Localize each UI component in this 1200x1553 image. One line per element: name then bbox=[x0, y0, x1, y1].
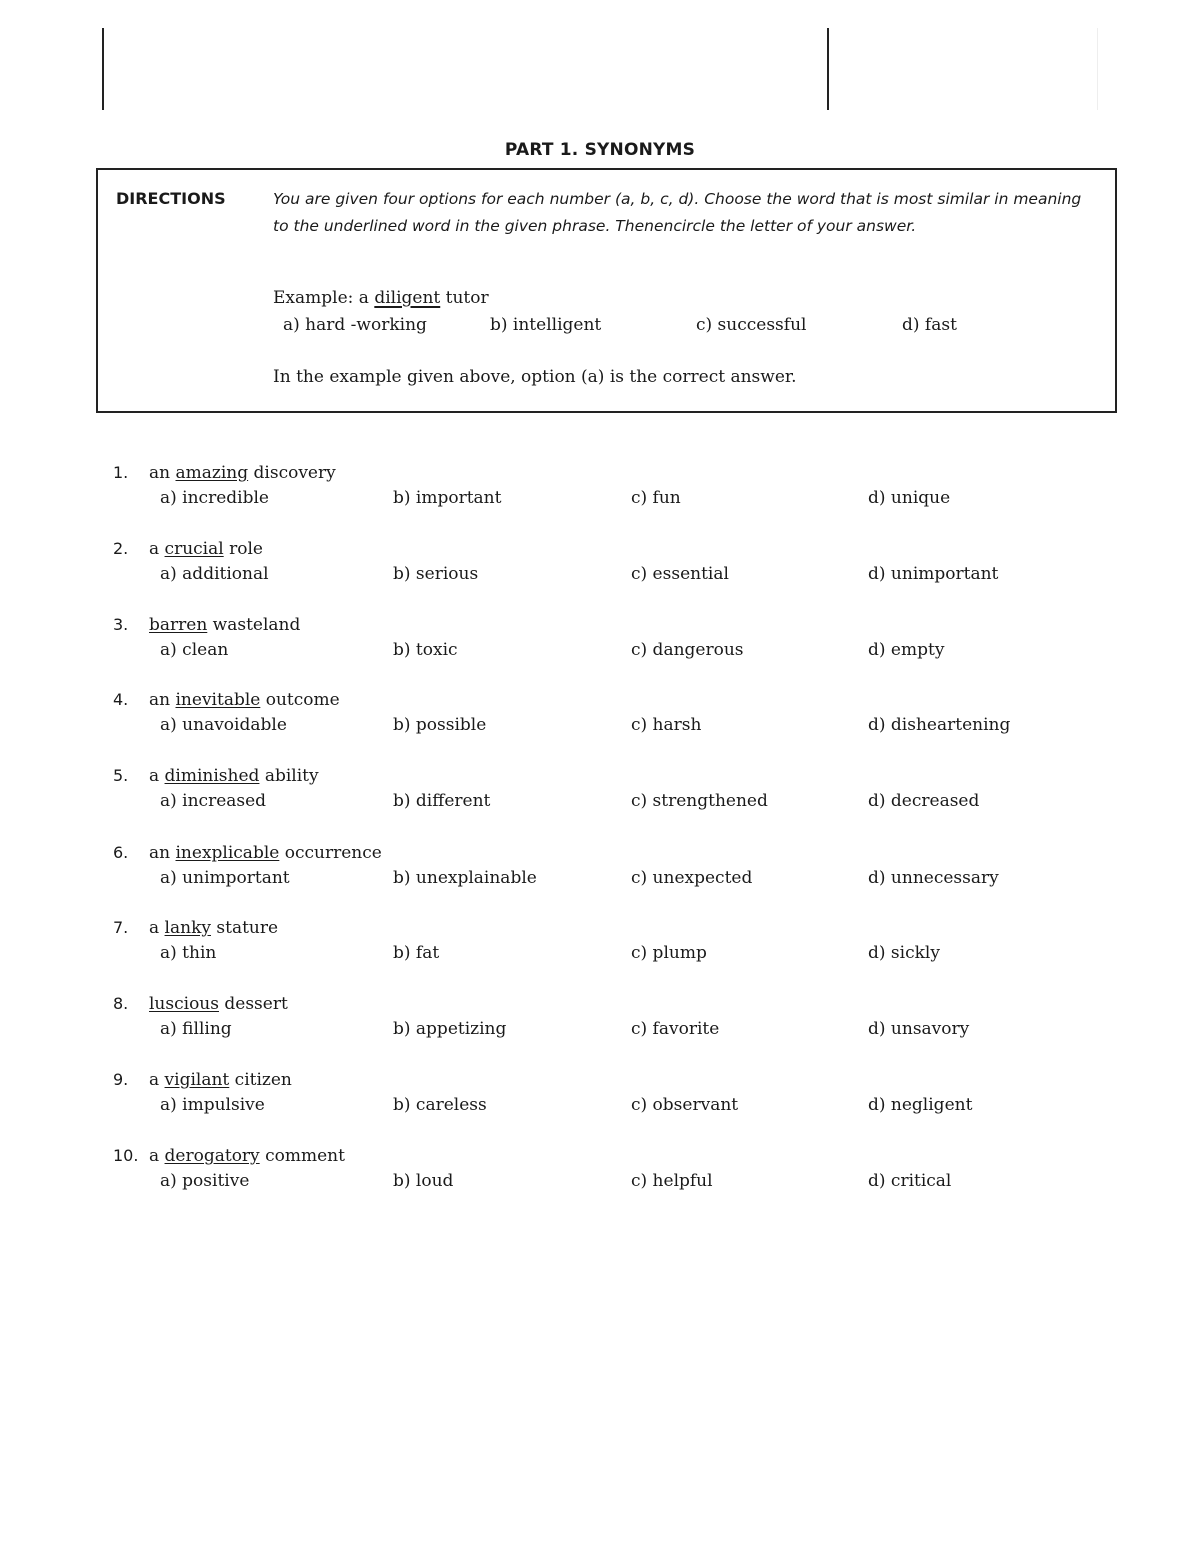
underlined-word: derogatory bbox=[164, 1146, 260, 1166]
example-option-b: b) intelligent bbox=[490, 315, 602, 335]
question-item bbox=[0, 615, 1200, 667]
phrase-post: occurrence bbox=[279, 843, 382, 863]
option-c[interactable]: c) dangerous bbox=[631, 640, 744, 660]
question-phrase bbox=[149, 463, 336, 483]
question-number: 9. bbox=[113, 1070, 129, 1089]
underlined-word: lanky bbox=[164, 918, 211, 938]
option-a[interactable]: a) filling bbox=[160, 1019, 232, 1039]
question-item bbox=[0, 539, 1200, 591]
option-c[interactable]: c) observant bbox=[631, 1095, 739, 1115]
example-note: In the example given above, option (a) is the correct answer. bbox=[273, 367, 797, 387]
phrase-pre: a bbox=[149, 539, 165, 559]
phrase-post: stature bbox=[210, 918, 279, 938]
question-number: 1. bbox=[113, 463, 129, 482]
option-a[interactable]: a) thin bbox=[160, 943, 217, 963]
question-phrase bbox=[149, 690, 340, 710]
phrase-pre: an bbox=[149, 843, 176, 863]
option-c[interactable]: c) unexpected bbox=[631, 868, 753, 888]
directions-label: DIRECTIONS bbox=[116, 189, 226, 208]
question-number: 4. bbox=[113, 690, 129, 709]
option-c[interactable]: c) strengthened bbox=[631, 791, 768, 811]
question-item bbox=[0, 690, 1200, 742]
option-d[interactable]: d) unnecessary bbox=[868, 868, 999, 888]
question-item bbox=[0, 994, 1200, 1046]
option-c[interactable]: c) essential bbox=[631, 564, 729, 584]
option-a[interactable]: a) incredible bbox=[160, 488, 269, 508]
phrase-post: ability bbox=[259, 766, 319, 786]
option-b[interactable]: b) appetizing bbox=[393, 1019, 507, 1039]
underlined-word: inevitable bbox=[175, 690, 261, 710]
underlined-word: inexplicable bbox=[175, 843, 280, 863]
option-a[interactable]: a) unavoidable bbox=[160, 715, 287, 735]
phrase-post: role bbox=[223, 539, 263, 559]
option-b[interactable]: b) unexplainable bbox=[393, 868, 537, 888]
option-b[interactable]: b) toxic bbox=[393, 640, 458, 660]
underlined-word: vigilant bbox=[164, 1070, 230, 1090]
example-phrase bbox=[273, 288, 489, 308]
page-title: PART 1. SYNONYMS bbox=[504, 140, 696, 160]
option-d[interactable]: d) unique bbox=[868, 488, 951, 508]
directions-text: You are given four options for each number (a, b, c, d). Choose the word that is most similar in meaning to the underlined word in the given phrase. Thenencircle the letter of your answer. bbox=[273, 190, 1082, 235]
underlined-word: diminished bbox=[164, 766, 260, 786]
question-number: 3. bbox=[113, 615, 129, 634]
phrase-pre: a bbox=[149, 766, 165, 786]
option-a[interactable]: a) increased bbox=[160, 791, 267, 811]
question-number: 7. bbox=[113, 918, 129, 937]
option-d[interactable]: d) unsavory bbox=[868, 1019, 970, 1039]
option-d[interactable]: d) decreased bbox=[868, 791, 980, 811]
question-number: 6. bbox=[113, 843, 129, 862]
option-a[interactable]: a) clean bbox=[160, 640, 229, 660]
option-d[interactable]: d) empty bbox=[868, 640, 945, 660]
option-c[interactable]: c) helpful bbox=[631, 1171, 713, 1191]
underlined-word: barren bbox=[149, 615, 208, 635]
directions-box bbox=[96, 168, 1117, 413]
question-phrase bbox=[149, 539, 263, 559]
option-b[interactable]: b) important bbox=[393, 488, 502, 508]
question-phrase bbox=[149, 766, 319, 786]
option-a[interactable]: a) unimportant bbox=[160, 868, 290, 888]
example-option-d: d) fast bbox=[902, 315, 957, 335]
phrase-pre: an bbox=[149, 463, 176, 483]
question-number: 2. bbox=[113, 539, 129, 558]
phrase-pre: an bbox=[149, 690, 176, 710]
question-item bbox=[0, 463, 1200, 515]
question-item bbox=[0, 843, 1200, 895]
option-b[interactable]: b) serious bbox=[393, 564, 479, 584]
underlined-word: crucial bbox=[164, 539, 224, 559]
phrase-post: discovery bbox=[248, 463, 336, 483]
phrase-post: dessert bbox=[218, 994, 288, 1014]
phrase-post: wasteland bbox=[207, 615, 301, 635]
underlined-word: luscious bbox=[149, 994, 219, 1014]
option-a[interactable]: a) positive bbox=[160, 1171, 250, 1191]
option-a[interactable]: a) impulsive bbox=[160, 1095, 265, 1115]
option-d[interactable]: d) disheartening bbox=[868, 715, 1011, 735]
question-item bbox=[0, 766, 1200, 818]
option-b[interactable]: b) fat bbox=[393, 943, 440, 963]
question-item bbox=[0, 918, 1200, 970]
option-d[interactable]: d) unimportant bbox=[868, 564, 999, 584]
option-d[interactable]: d) critical bbox=[868, 1171, 952, 1191]
option-b[interactable]: b) different bbox=[393, 791, 491, 811]
question-phrase bbox=[149, 615, 300, 635]
phrase-pre: a bbox=[149, 1070, 165, 1090]
option-b[interactable]: b) careless bbox=[393, 1095, 487, 1115]
question-item bbox=[0, 1070, 1200, 1122]
option-d[interactable]: d) sickly bbox=[868, 943, 940, 963]
option-a[interactable]: a) additional bbox=[160, 564, 269, 584]
question-phrase bbox=[149, 1146, 345, 1166]
question-phrase bbox=[149, 843, 382, 863]
question-phrase bbox=[149, 918, 278, 938]
option-d[interactable]: d) negligent bbox=[868, 1095, 973, 1115]
option-b[interactable]: b) loud bbox=[393, 1171, 454, 1191]
header-rule-left bbox=[102, 28, 104, 110]
header-rule-middle bbox=[827, 28, 829, 110]
underlined-word: amazing bbox=[175, 463, 249, 483]
option-c[interactable]: c) plump bbox=[631, 943, 707, 963]
phrase-post: citizen bbox=[229, 1070, 292, 1090]
example-target-word: diligent bbox=[374, 288, 441, 308]
phrase-pre: a bbox=[149, 918, 165, 938]
example-suffix: tutor bbox=[440, 288, 489, 308]
question-phrase bbox=[149, 1070, 292, 1090]
question-number: 8. bbox=[113, 994, 129, 1013]
question-number: 10. bbox=[113, 1146, 139, 1165]
header-rule-right bbox=[1097, 28, 1098, 110]
option-c[interactable]: c) fun bbox=[631, 488, 681, 508]
option-c[interactable]: c) favorite bbox=[631, 1019, 720, 1039]
example-option-c: c) successful bbox=[696, 315, 807, 335]
question-number: 5. bbox=[113, 766, 129, 785]
example-option-a: a) hard -working bbox=[283, 315, 427, 335]
phrase-pre: a bbox=[149, 1146, 165, 1166]
phrase-post: comment bbox=[259, 1146, 345, 1166]
option-c[interactable]: c) harsh bbox=[631, 715, 702, 735]
question-item bbox=[0, 1146, 1200, 1198]
question-phrase bbox=[149, 994, 288, 1014]
example-prefix: Example: a bbox=[273, 288, 375, 308]
option-b[interactable]: b) possible bbox=[393, 715, 487, 735]
phrase-post: outcome bbox=[260, 690, 340, 710]
